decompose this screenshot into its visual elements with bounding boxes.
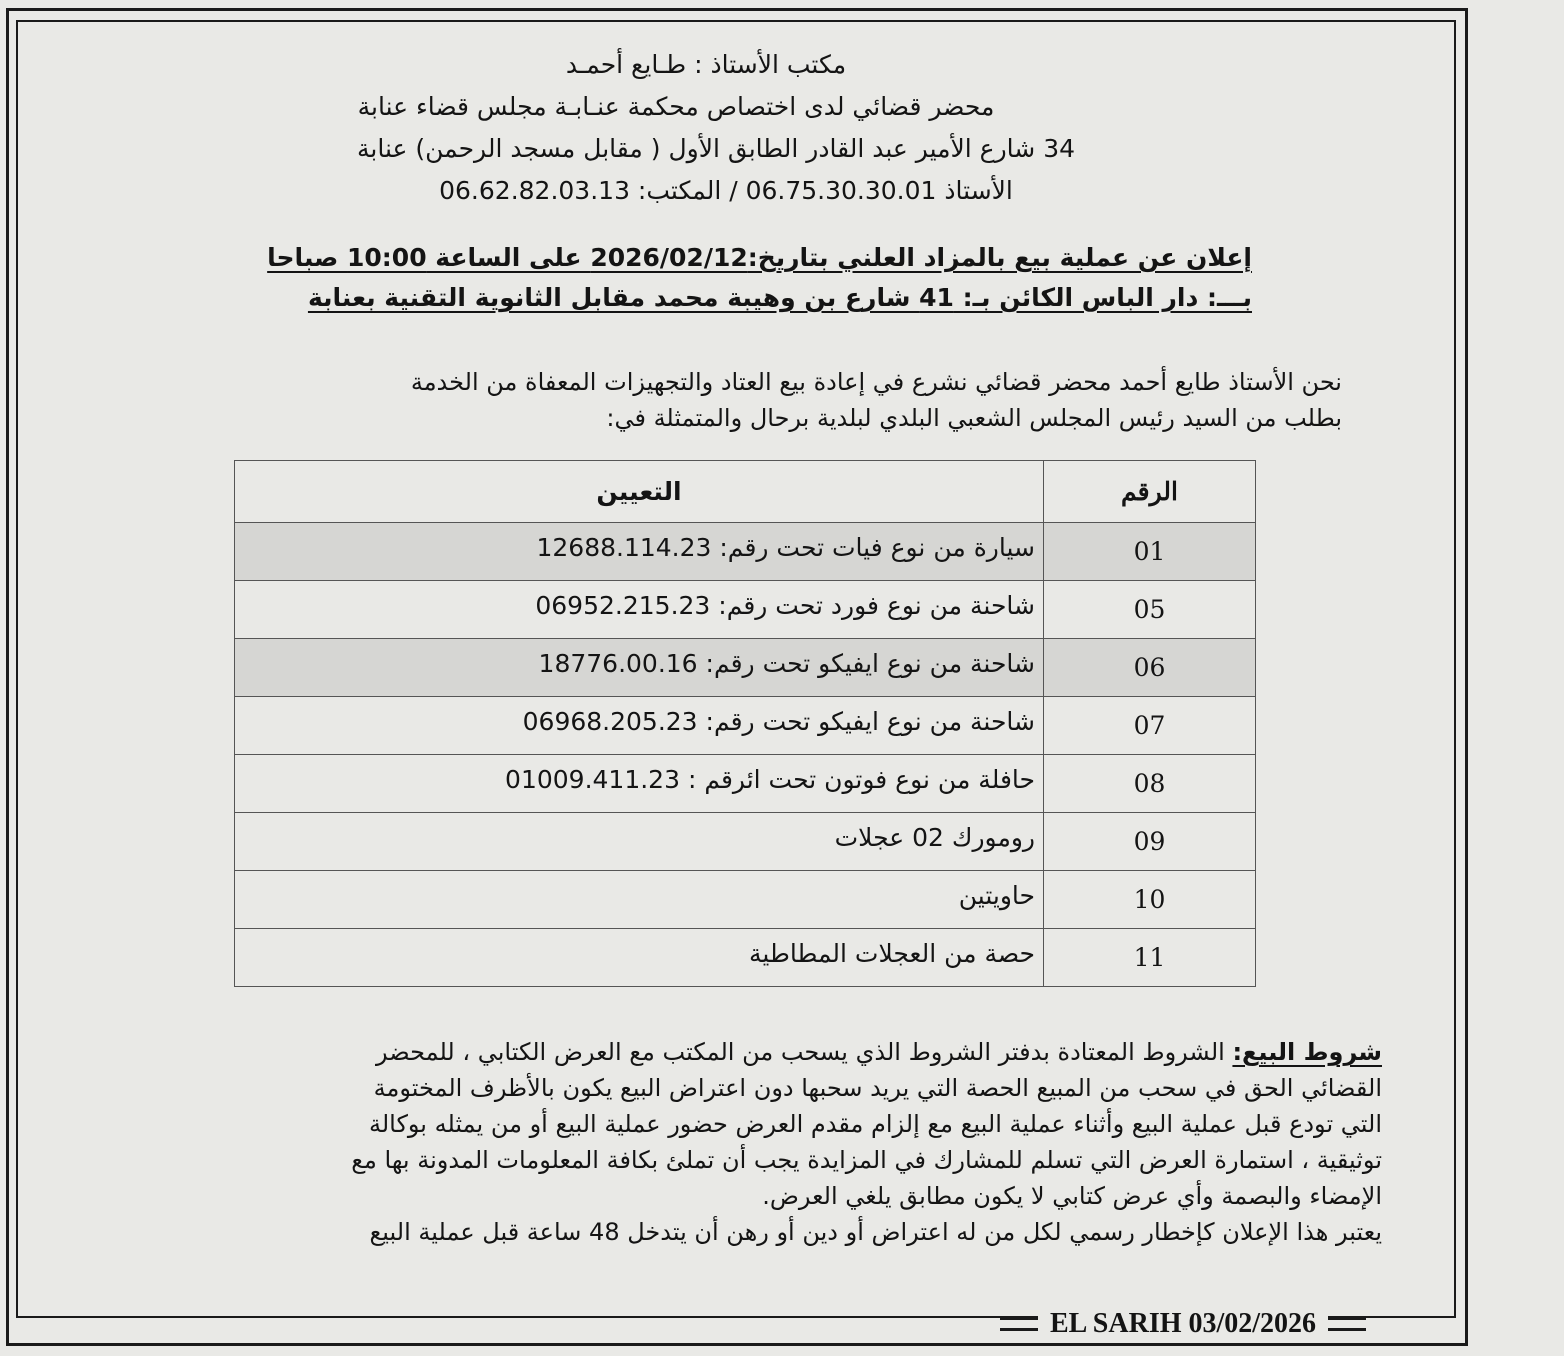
office-address: 34 شارع الأمير عبد القادر الطابق الأول ( مقابل مسجد الرحمن) عنابة — [356, 134, 1075, 163]
header-number: الرقم — [1044, 461, 1256, 523]
table-row — [235, 929, 1256, 987]
row-designation: رومورك 02 عجلات — [235, 813, 1044, 871]
auction-location-line: بـــ: دار الباس الكائن بـ: 41 شارع بن وهيبة محمد مقابل الثانوية التقنية بعنابة — [307, 283, 1252, 312]
publication-footer — [1000, 1302, 1450, 1346]
row-designation: حافلة من نوع فوتون تحت ائرقم : 01009.411.23 — [235, 755, 1044, 813]
table-row — [235, 639, 1256, 697]
conditions-line-3: التي تودع قبل عملية البيع وأثناء عملية البيع مع إلزام مقدم العرض حضور عملية البيع أو من يمثله بوكالة — [368, 1110, 1382, 1138]
office-name: مكتب الأستاذ : طـايع أحمـد — [565, 50, 847, 79]
header-designation: التعيين — [235, 461, 1044, 523]
conditions-line-1 — [122, 1034, 1382, 1070]
intro-line-2: بطلب من السيد رئيس المجلس الشعبي البلدي لبلدية برحال والمتمثلة في: — [606, 404, 1342, 432]
footer-bars-right — [1328, 1317, 1366, 1331]
row-designation: شاحنة من نوع ايفيكو تحت رقم: 18776.00.16 — [235, 639, 1044, 697]
intro-line-1: نحن الأستاذ طايع أحمد محضر قضائي نشرع في إعادة بيع العتاد والتجهيزات المعفاة من الخدمة — [410, 368, 1342, 396]
row-designation: حاويتين — [235, 871, 1044, 929]
items-table — [234, 460, 1256, 987]
table-row — [235, 697, 1256, 755]
row-number: 06 — [1044, 639, 1256, 697]
conditions-title: شروط البيع: — [1232, 1038, 1382, 1066]
row-designation: حصة من العجلات المطاطية — [235, 929, 1044, 987]
sale-conditions — [122, 1034, 1382, 1250]
intro-paragraph — [42, 364, 1342, 436]
table-row — [235, 581, 1256, 639]
row-designation: شاحنة من نوع فورد تحت رقم: 06952.215.23 — [235, 581, 1044, 639]
row-number: 11 — [1044, 929, 1256, 987]
conditions-text-1: الشروط المعتادة بدفتر الشروط الذي يسحب من المكتب مع العرض الكتابي ، للمحضر — [376, 1038, 1225, 1066]
table-row — [235, 755, 1256, 813]
row-number: 01 — [1044, 523, 1256, 581]
row-number: 10 — [1044, 871, 1256, 929]
publication-name-date: EL SARIH 03/02/2026 — [1038, 1308, 1328, 1340]
footer-bars-left — [1000, 1317, 1038, 1331]
table-row — [235, 813, 1256, 871]
conditions-line-6: يعتبر هذا الإعلان كإخطار رسمي لكل من له اعتراض أو دين أو رهن أن يتدخل 48 ساعة قبل عملية البيع — [369, 1218, 1382, 1246]
legal-notice — [20, 24, 1452, 1314]
auction-announcement — [232, 238, 1252, 318]
table-row — [235, 871, 1256, 929]
table-row — [235, 523, 1256, 581]
conditions-line-2: القضائي الحق في سحب من المبيع الحصة التي يريد سحبها دون اعتراض البيع يكون بالأظرف المختومة — [373, 1074, 1382, 1102]
conditions-line-5: الإمضاء والبصمة وأي عرض كتابي لا يكون مطابق يلغي العرض. — [762, 1182, 1382, 1210]
row-number: 08 — [1044, 755, 1256, 813]
office-phones: الأستاذ 06.75.30.30.01 / المكتب: 06.62.82.03.13 — [439, 176, 1013, 205]
conditions-line-4: توثيقية ، استمارة العرض التي تسلم للمشارك في المزايدة يجب أن تملئ بكافة المعلومات المدونة بها مع — [351, 1146, 1382, 1174]
row-designation: شاحنة من نوع ايفيكو تحت رقم: 06968.205.23 — [235, 697, 1044, 755]
row-designation: سيارة من نوع فيات تحت رقم: 12688.114.23 — [235, 523, 1044, 581]
row-number: 05 — [1044, 581, 1256, 639]
row-number: 09 — [1044, 813, 1256, 871]
table-header-row — [235, 461, 1256, 523]
row-number: 07 — [1044, 697, 1256, 755]
office-header — [20, 44, 1452, 212]
auction-date-line: إعلان عن عملية بيع بالمزاد العلني بتاريخ:2026/02/12 على الساعة 10:00 صباحا — [267, 243, 1252, 272]
office-role: محضر قضائي لدى اختصاص محكمة عنـابـة مجلس قضاء عنابة — [357, 92, 995, 121]
